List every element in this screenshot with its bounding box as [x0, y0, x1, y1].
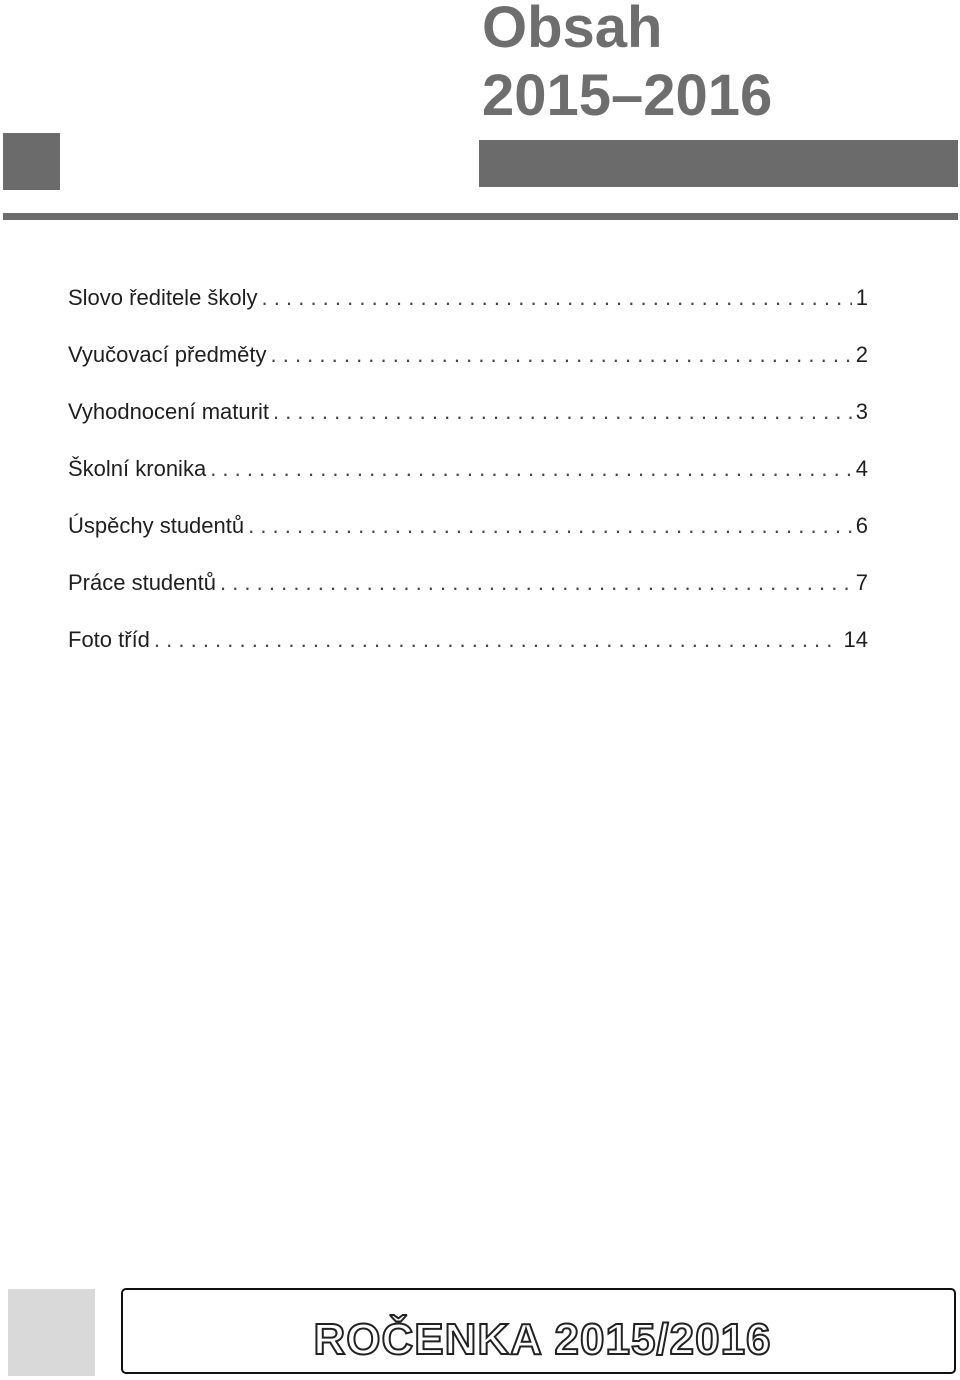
toc-item-label: Školní kronika	[68, 456, 207, 481]
toc-item-slovo-reditele[interactable]	[68, 283, 868, 340]
footer-decor-square	[8, 1289, 95, 1376]
toc-item-page: 6	[855, 513, 868, 538]
title-line-2: 2015–2016	[482, 63, 773, 128]
toc-item-skolni-kronika[interactable]	[68, 454, 868, 511]
toc-dot-leader	[273, 397, 852, 427]
toc-item-page: 2	[855, 342, 868, 367]
toc-item-page: 3	[855, 399, 868, 424]
toc-item-vyhodnoceni-maturit[interactable]	[68, 397, 868, 454]
toc-item-page: 14	[843, 627, 868, 652]
title-line-1: Obsah	[482, 0, 663, 60]
toc-item-uspechy-studentu[interactable]	[68, 511, 868, 568]
footer-banner	[121, 1288, 956, 1374]
toc-dot-leader	[248, 511, 852, 541]
toc-item-label: Vyhodnocení maturit	[68, 399, 269, 424]
header-divider	[3, 213, 958, 220]
toc-item-foto-trid[interactable]	[68, 625, 868, 682]
toc-item-label: Slovo ředitele školy	[68, 285, 258, 310]
toc-item-vyucovaci-predmety[interactable]	[68, 340, 868, 397]
toc-item-label: Foto tříd	[68, 627, 150, 652]
toc-dot-leader	[154, 625, 840, 655]
toc-dot-leader	[262, 283, 852, 313]
toc-dot-leader	[210, 454, 852, 484]
table-of-contents	[68, 283, 868, 682]
toc-dot-leader	[220, 568, 852, 598]
header-decor-bar	[479, 140, 958, 187]
toc-item-label: Práce studentů	[68, 570, 216, 595]
toc-item-prace-studentu[interactable]	[68, 568, 868, 625]
footer-title: ROČENKA 2015/2016	[313, 1315, 772, 1364]
toc-dot-leader	[271, 340, 852, 370]
toc-item-page: 7	[855, 570, 868, 595]
toc-item-label: Úspěchy studentů	[68, 513, 245, 538]
toc-item-label: Vyučovací předměty	[68, 342, 267, 367]
left-decor-square	[3, 133, 60, 190]
page-title	[482, 0, 772, 130]
toc-item-page: 4	[855, 456, 868, 481]
toc-item-page: 1	[855, 285, 868, 310]
